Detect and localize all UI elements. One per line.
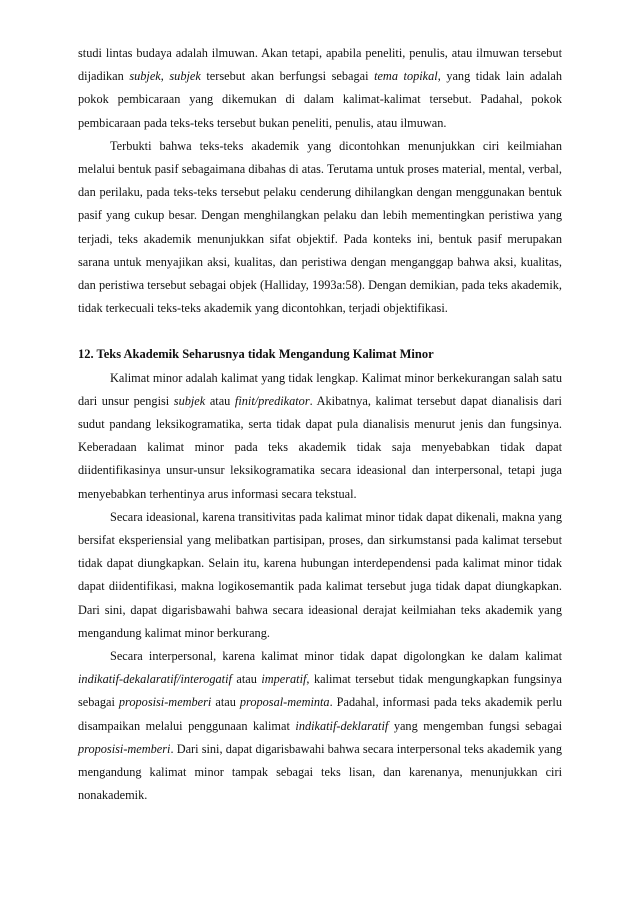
italic-term: finit/predikator	[234, 393, 310, 408]
text-segment: atau	[231, 672, 262, 687]
italic-term: subjek	[129, 69, 161, 84]
text-segment: , yang tidak lain adalah pokok pembicaraan yang dikemukan di dalam kalimat-kalimat tersebut. Padahal, pokok pembicaraan pada teks-teks tersebut bukan peneliti, penulis, atau ilmuwan.	[78, 69, 563, 130]
text-segment: yang mengemban fungsi sebagai	[388, 718, 562, 733]
italic-term: imperatif	[261, 672, 307, 687]
text-segment: tersebut akan berfungsi sebagai	[200, 69, 375, 84]
paragraph-1	[78, 42, 562, 135]
italic-term: subjek	[173, 393, 206, 408]
italic-term: subjek	[169, 69, 201, 84]
text-segment: . Akibatnya, kalimat tersebut dapat dianalisis dari sudut pandang leksikogramatika, serta tidak dapat pula dianalisis menurut jenis dan fungsinya. Keberadaan kalimat minor pada teks akademik tidak saja menyebabkan tidak dapat diidentifikasinya unsur-unsur leksikogramatika secara ideasional dan interpersonal, tetapi juga menyebabkan terhentinya arus informasi secara tekstual.	[78, 393, 562, 501]
text-segment: Terbukti bahwa teks-teks akademik yang dicontohkan menunjukkan ciri keilmiahan melalui bentuk pasif sebagaimana dibahas di atas. Terutama untuk proses material, mental, verbal, dan perilaku, pada teks-teks tersebut pelaku cenderung dihilangkan dengan menggunakan bentuk pasif yang cukup besar. Dengan menghilangkan pelaku dan lebih mementingkan peristiwa yang terjadi, teks akademik menunjukkan sifat objektif. Pada konteks ini, bentuk pasif merupakan sarana untuk menyajikan aksi, kualitas, dan peristiwa dengan menganggap bahwa aksi, kualitas, dan peristiwa tersebut sebagai objek (Halliday, 1993a:58). Dengan demikian, pada teks akademik, tidak terkecuali teks-teks akademik yang dicontohkan, terjadi objektifikasi.	[78, 138, 562, 316]
italic-term: proposal-meminta	[239, 695, 330, 710]
text-segment: Kalimat minor adalah kalimat yang tidak lengkap. Kalimat minor berkekurangan salah satu dari unsur pengisi	[78, 370, 562, 408]
text-segment: , kalimat tersebut tidak mengungkapkan fungsinya sebagai	[78, 672, 562, 710]
text-segment: ,	[160, 69, 170, 84]
paragraph-5	[78, 645, 562, 807]
text-segment: atau	[211, 695, 240, 710]
paragraph-2	[78, 135, 562, 321]
text-segment: Secara ideasional, karena transitivitas pada kalimat minor tidak dapat dikenali, makna yang bersifat eksperiensial yang melibatkan partisipan, proses, dan sirkumstansi pada kalimat tersebut tidak dapat diungkapkan. Selain itu, karena hubungan interdependensi pada kalimat minor tidak dapat diidentifikasi, makna logikosemantik pada kalimat tersebut juga tidak dapat diungkapkan. Dari sini, dapat digarisbawahi bahwa secara ideasional derajat keilmiahan teks akademik yang mengandung kalimat minor berkurang.	[78, 509, 562, 640]
text-segment: atau	[205, 393, 235, 408]
text-segment: . Padahal, informasi pada teks akademik perlu disampaikan melalui penggunaan kalimat	[78, 695, 562, 733]
italic-term: indikatif-deklaratif	[295, 718, 389, 733]
text-segment: Secara interpersonal, karena kalimat minor tidak dapat digolongkan ke dalam kalimat	[110, 649, 562, 664]
text-segment: studi lintas budaya adalah ilmuwan. Akan tetapi, apabila peneliti, penulis, atau ilmuwan tersebut dijadikan	[78, 46, 562, 84]
italic-term: proposisi-memberi	[78, 741, 171, 756]
paragraph-4	[78, 506, 562, 645]
section-heading: 12. Teks Akademik Seharusnya tidak Mengandung Kalimat Minor	[78, 347, 434, 362]
text-segment: . Dari sini, dapat digarisbawahi bahwa secara interpersonal teks akademik yang mengandung kalimat minor tampak sebagai teks lisan, dan karenanya, menunjukkan ciri nonakademik.	[78, 741, 562, 803]
italic-term: proposisi-memberi	[118, 695, 212, 710]
paragraph-3	[78, 367, 562, 506]
italic-term: indikatif-dekalaratif/interogatif	[78, 672, 232, 687]
italic-term: tema topikal	[374, 69, 438, 84]
page-body	[78, 42, 562, 808]
